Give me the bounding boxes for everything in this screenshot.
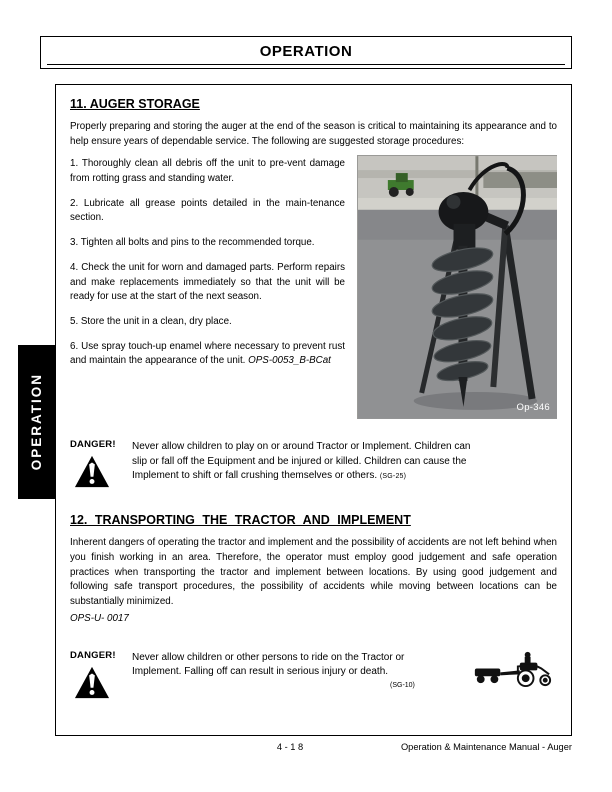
tractor-rider-illustration — [469, 646, 555, 694]
header-divider — [47, 64, 565, 65]
danger-children-play — [70, 439, 557, 495]
section-11-intro: Properly preparing and storing the auger at the end of the season is critical to maintaining its appearance and to help ensure years of dependable service. The following are suggested storage procedures: — [70, 121, 557, 147]
danger-text: Never allow children or other persons to ride on the Tractor or Implement. Falling off can result in serious injury or death. — [132, 651, 405, 677]
section-11-heading: 11. AUGER STORAGE — [70, 97, 200, 111]
storage-item-2: 2. Lubricate all grease points detailed in the main-tenance section. — [70, 197, 345, 223]
danger-label: DANGER! — [70, 439, 116, 451]
storage-item-1: 1. Thoroughly clean all debris off the unit to pre-vent damage from rotting grass and standing water. — [70, 158, 345, 184]
danger-riding — [70, 650, 557, 706]
danger-ref-code: (SG-25) — [379, 472, 407, 480]
footer-page-number: 4 - 1 8 — [276, 742, 304, 752]
storage-item-5: 5. Store the unit in a clean, dry place. — [70, 316, 232, 327]
storage-item-4: 4. Check the unit for worn and damaged parts. Perform repairs and make replacements immediately so that the unit will be ready for use at the start of the next season. — [70, 262, 345, 302]
page-header — [40, 36, 572, 69]
page-title: OPERATION — [259, 43, 353, 60]
section-12-heading: 12. TRANSPORTING THE TRACTOR AND IMPLEMENT — [70, 513, 411, 528]
photo-caption: Op-346 — [516, 402, 550, 414]
section-12-code: OPS-U- 0017 — [70, 612, 129, 624]
storage-item-3: 3. Tighten all bolts and pins to the recommended torque. — [70, 237, 315, 249]
item-6-code: OPS-0053_B-BCat — [248, 355, 331, 367]
sidebar-tab-label: OPERATION — [29, 373, 44, 471]
danger-text: Never allow children to play on or around Tractor or Implement. Children can slip or fall off the Equipment and be injured or killed. Children can cause the Implement to shift or fall crushing themselves or others. (SG-25) — [132, 441, 471, 481]
sidebar-tab-operation — [18, 345, 55, 499]
danger-label: DANGER! — [70, 649, 116, 661]
auger-photo — [357, 155, 557, 419]
danger-ref-code: (SG-10) — [390, 682, 415, 690]
storage-item-6: 6. Use spray touch-up enamel where necessary to prevent rust and maintain the appearance of the unit. OPS-0053_B-BCat — [70, 341, 345, 367]
content-box — [55, 84, 572, 736]
section-12-body: Inherent dangers of operating the tractor and implement and the possibility of accidents are not left behind when you finish working in an area. Therefore, the operator must employ good judgement and safe operation practices when transporting the tractor and implement between locations. By using good judgement and following safe transport procedures, the possibility of accidents while moving between locations can be substantially minimized. — [70, 537, 557, 608]
warning-triangle-icon — [73, 665, 132, 706]
footer-manual-title: Operation & Maintenance Manual - Auger — [400, 742, 572, 752]
auger-photo-image — [358, 156, 557, 419]
warning-triangle-icon — [73, 454, 132, 495]
